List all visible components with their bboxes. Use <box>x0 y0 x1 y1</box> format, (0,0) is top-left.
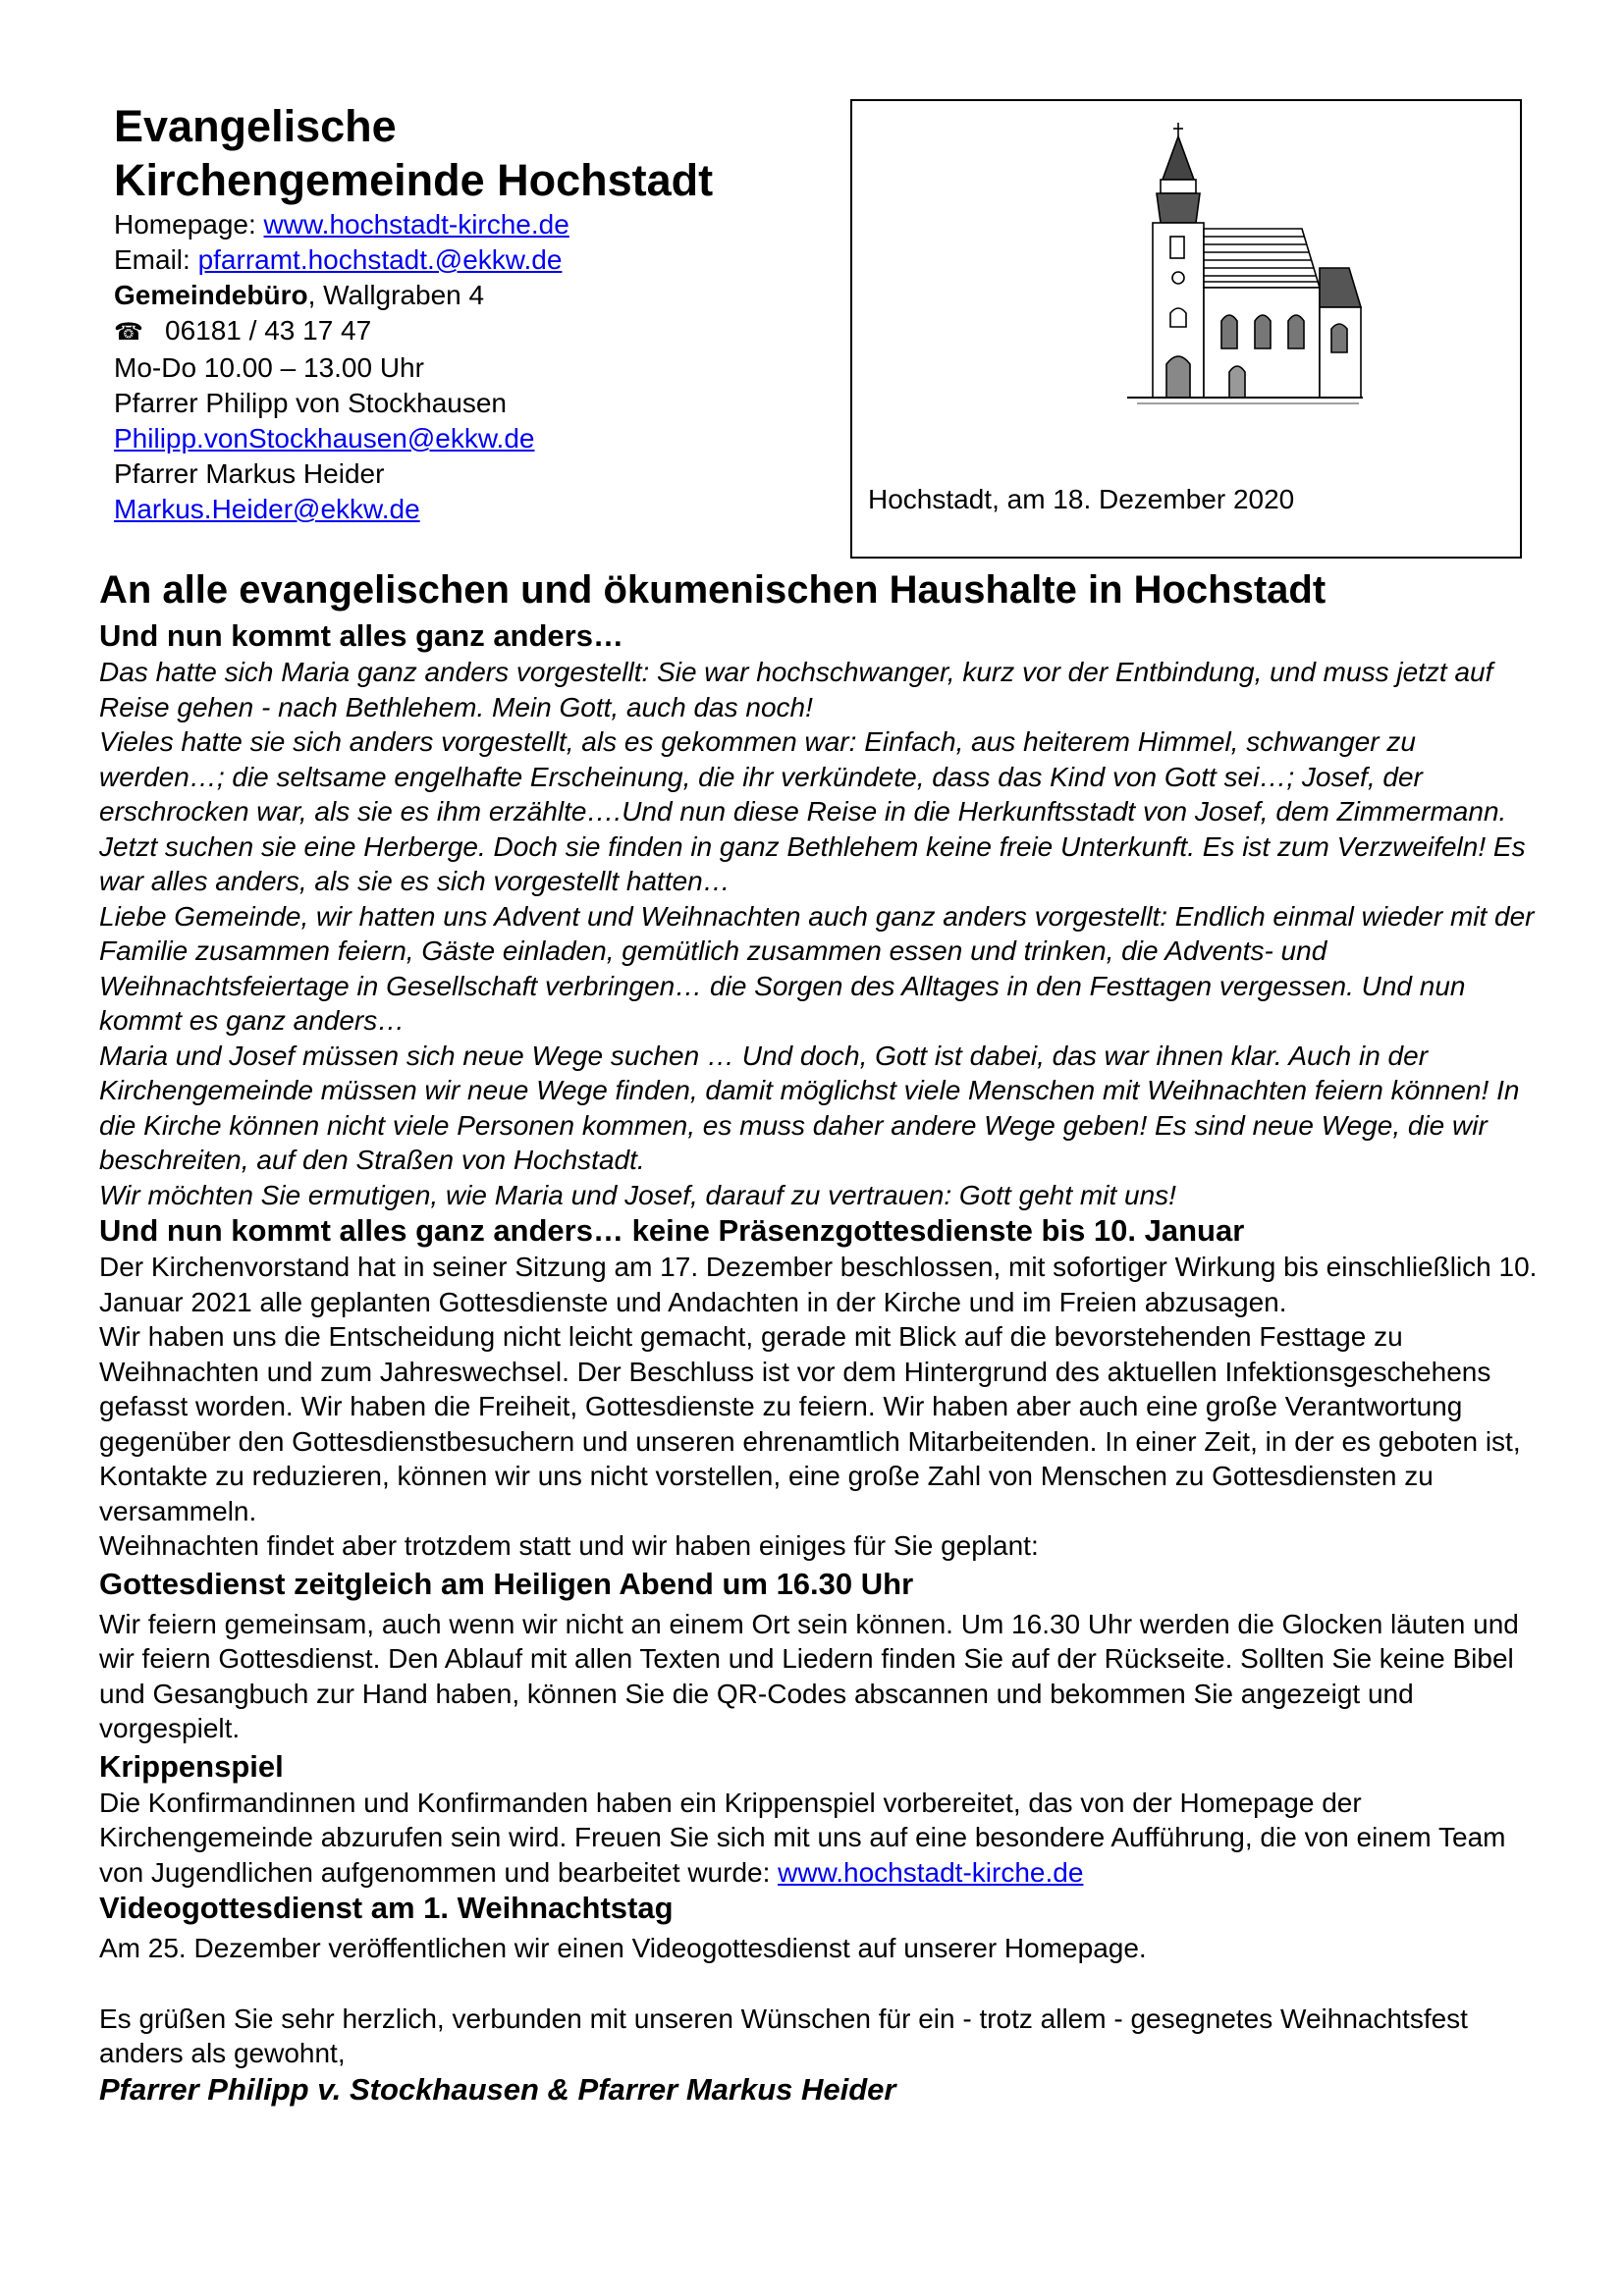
spacer <box>99 1966 1543 2002</box>
homepage-link[interactable]: www.hochstadt-kirche.de <box>263 209 569 240</box>
phone-number: 06181 / 43 17 47 <box>165 315 372 346</box>
homepage-row <box>114 207 821 242</box>
homepage-label: Homepage: <box>114 209 264 240</box>
section-heading-anders: Und nun kommt alles ganz anders… <box>99 618 623 653</box>
christmas-eve-paragraph: Wir feiern gemeinsam, auch wenn wir nicht an einem Ort sein können. Um 16.30 Uhr werden die Glocken läuten und wir feiern Gottesdienst. Den Ablauf mit allen Texten und Liedern finden Sie auf der Rückseite. Sollten Sie keine Bibel und Gesangbuch zur Hand haben, können Sie die QR-Codes abscannen und bekommen Sie angezeigt und vorgespielt. <box>99 1608 1519 1743</box>
body-paragraph: Wir haben uns die Entscheidung nicht leicht gemacht, gerade mit Blick auf die bevorstehenden Festtage zu Weihnachten und zum Jahreswechsel. Der Beschluss ist vor dem Hintergrund des aktuellen Infektionsgeschehens gefasst worden. Wir haben die Freiheit, Gottesdienste zu feiern. Wir haben aber auch eine große Verantwortung gegenüber den Gottesdienstbesuchern und unseren ehrenamtlich Mitarbeitenden. In einer Zeit, in der es geboten ist, Kontakte zu reduzieren, können wir uns nicht vorstellen, eine große Zahl von Menschen zu Gottesdiensten zu versammeln. <box>99 1321 1521 1526</box>
email-label: Email: <box>114 244 198 275</box>
contact-block <box>114 207 821 527</box>
nativity-play-link[interactable]: www.hochstadt-kirche.de <box>778 1856 1084 1888</box>
email-link[interactable]: pfarramt.hochstadt.@ekkw.de <box>197 244 563 275</box>
letter-body <box>99 562 1543 2109</box>
intro-paragraph: Liebe Gemeinde, wir hatten uns Advent und Weihnachten auch ganz anders vorgestellt: Endlich einmal wieder mit der Familie zusammen feiern, Gäste einladen, gemütlich zusammen essen und trinken, die Advents- und Weihnachtsfeiertage in Gesellschaft verbringen… die Sorgen des Alltages in den Festtagen vergessen. Und nun kommt es ganz anders… <box>99 900 1535 1036</box>
date-caption: Hochstadt, am 18. Dezember 2020 <box>868 484 1295 514</box>
pastor1-name: Pfarrer Philipp von Stockhausen <box>114 388 507 418</box>
body-paragraph: Weihnachten findet aber trotzdem statt und wir haben einiges für Sie geplant: <box>99 1530 1039 1561</box>
parish-title <box>114 99 821 207</box>
closing-paragraph: Es grüßen Sie sehr herzlich, verbunden mit unseren Wünschen für ein - trotz allem - gesegnetes Weihnachtsfest anders als gewohnt, <box>99 2002 1468 2068</box>
pastor1-email-row <box>114 421 821 456</box>
body-paragraph: Der Kirchenvorstand hat in seiner Sitzung am 17. Dezember beschlossen, mit sofortiger Wirkung bis einschließlich 10. Januar 2021 alle geplanten Gottesdienste und Andachten in der Kirche und im Freien abzusagen. <box>99 1252 1538 1317</box>
signature: Pfarrer Philipp v. Stockhausen & Pfarrer Markus Heider <box>99 2071 896 2107</box>
church-picture-box <box>850 99 1522 559</box>
section-heading-video-service: Videogottesdienst am 1. Weihnachtstag <box>99 1891 674 1925</box>
office-label: Gemeindebüro <box>114 280 308 310</box>
nativity-play-paragraph <box>99 1786 1543 1891</box>
pastor2-email-link[interactable]: Markus.Heider@ekkw.de <box>114 494 420 524</box>
parish-title-line2: Kirchengemeinde Hochstadt <box>114 155 714 205</box>
office-address: , Wallgraben 4 <box>307 280 485 310</box>
pastor2-name: Pfarrer Markus Heider <box>114 458 385 489</box>
parish-header <box>114 99 821 527</box>
section-heading-christmas-eve: Gottesdienst zeitgleich am Heiligen Abend um 16.30 Uhr <box>99 1566 914 1601</box>
pastor2-email-row <box>114 492 821 527</box>
intro-paragraph: Das hatte sich Maria ganz anders vorgestellt: Sie war hochschwanger, kurz vor der Entbindung, und muss jetzt auf Reise gehen - nach Bethlehem. Mein Gott, auch das noch! <box>99 657 1493 722</box>
video-service-paragraph: Am 25. Dezember veröffentlichen wir einen Videogottesdienst auf unserer Homepage. <box>99 1933 1147 1963</box>
letter-headline: An alle evangelischen und ökumenischen Haushalte in Hochstadt <box>99 568 1326 612</box>
phone-row <box>114 313 821 350</box>
email-row <box>114 242 821 278</box>
intro-paragraph: Maria und Josef müssen sich neue Wege suchen … Und doch, Gott ist dabei, das war ihnen klar. Auch in der Kirchengemeinde müssen wir neue Wege finden, damit möglichst viele Menschen mit Weihnachten feiern können! In die Kirche können nicht viele Personen kommen, es muss daher andere Wege geben! Es sind neue Wege, die wir beschreiten, auf den Straßen von Hochstadt. <box>99 1040 1520 1175</box>
pastor1-email-link[interactable]: Philipp.vonStockhausen@ekkw.de <box>114 423 535 454</box>
office-row <box>114 278 821 313</box>
section-heading-nativity-play: Krippenspiel <box>99 1748 284 1784</box>
parish-title-line1: Evangelische <box>114 101 397 151</box>
church-illustration <box>1127 121 1363 420</box>
section-heading-no-services: Und nun kommt alles ganz anders… keine Präsenzgottesdienste bis 10. Januar <box>99 1213 1245 1248</box>
intro-paragraph: Vieles hatte sie sich anders vorgestellt, als es gekommen war: Einfach, aus heiterem Himmel, schwanger zu werden…; die seltsame engelhafte Erscheinung, die ihr verkündete, dass das Kind von Gott sei…; Josef, der erschrocken war, als sie es ihm erzählte….Und nun diese Reise in die Herkunftsstadt von Josef, dem Zimmermann. Jetzt suchen sie eine Herberge. Doch sie finden in ganz Bethlehem keine freie Unterkunft. Es ist zum Verzweifeln! Es war alles anders, als sie es sich vorgestellt hatten… <box>99 726 1526 896</box>
telephone-icon: ☎ <box>114 319 143 346</box>
office-hours: Mo-Do 10.00 – 13.00 Uhr <box>114 352 424 383</box>
nativity-play-text: Die Konfirmandinnen und Konfirmanden haben ein Krippenspiel vorbereitet, das von der Homepage der Kirchengemeinde abzurufen sein wird. Freuen Sie sich mit uns auf eine besondere Aufführung, die von einem Team von Jugendlichen aufgenommen und bearbeitet wurde: <box>99 1787 1506 1888</box>
intro-paragraph: Wir möchten Sie ermutigen, wie Maria und Josef, darauf zu vertrauen: Gott geht mit uns! <box>99 1179 1176 1210</box>
